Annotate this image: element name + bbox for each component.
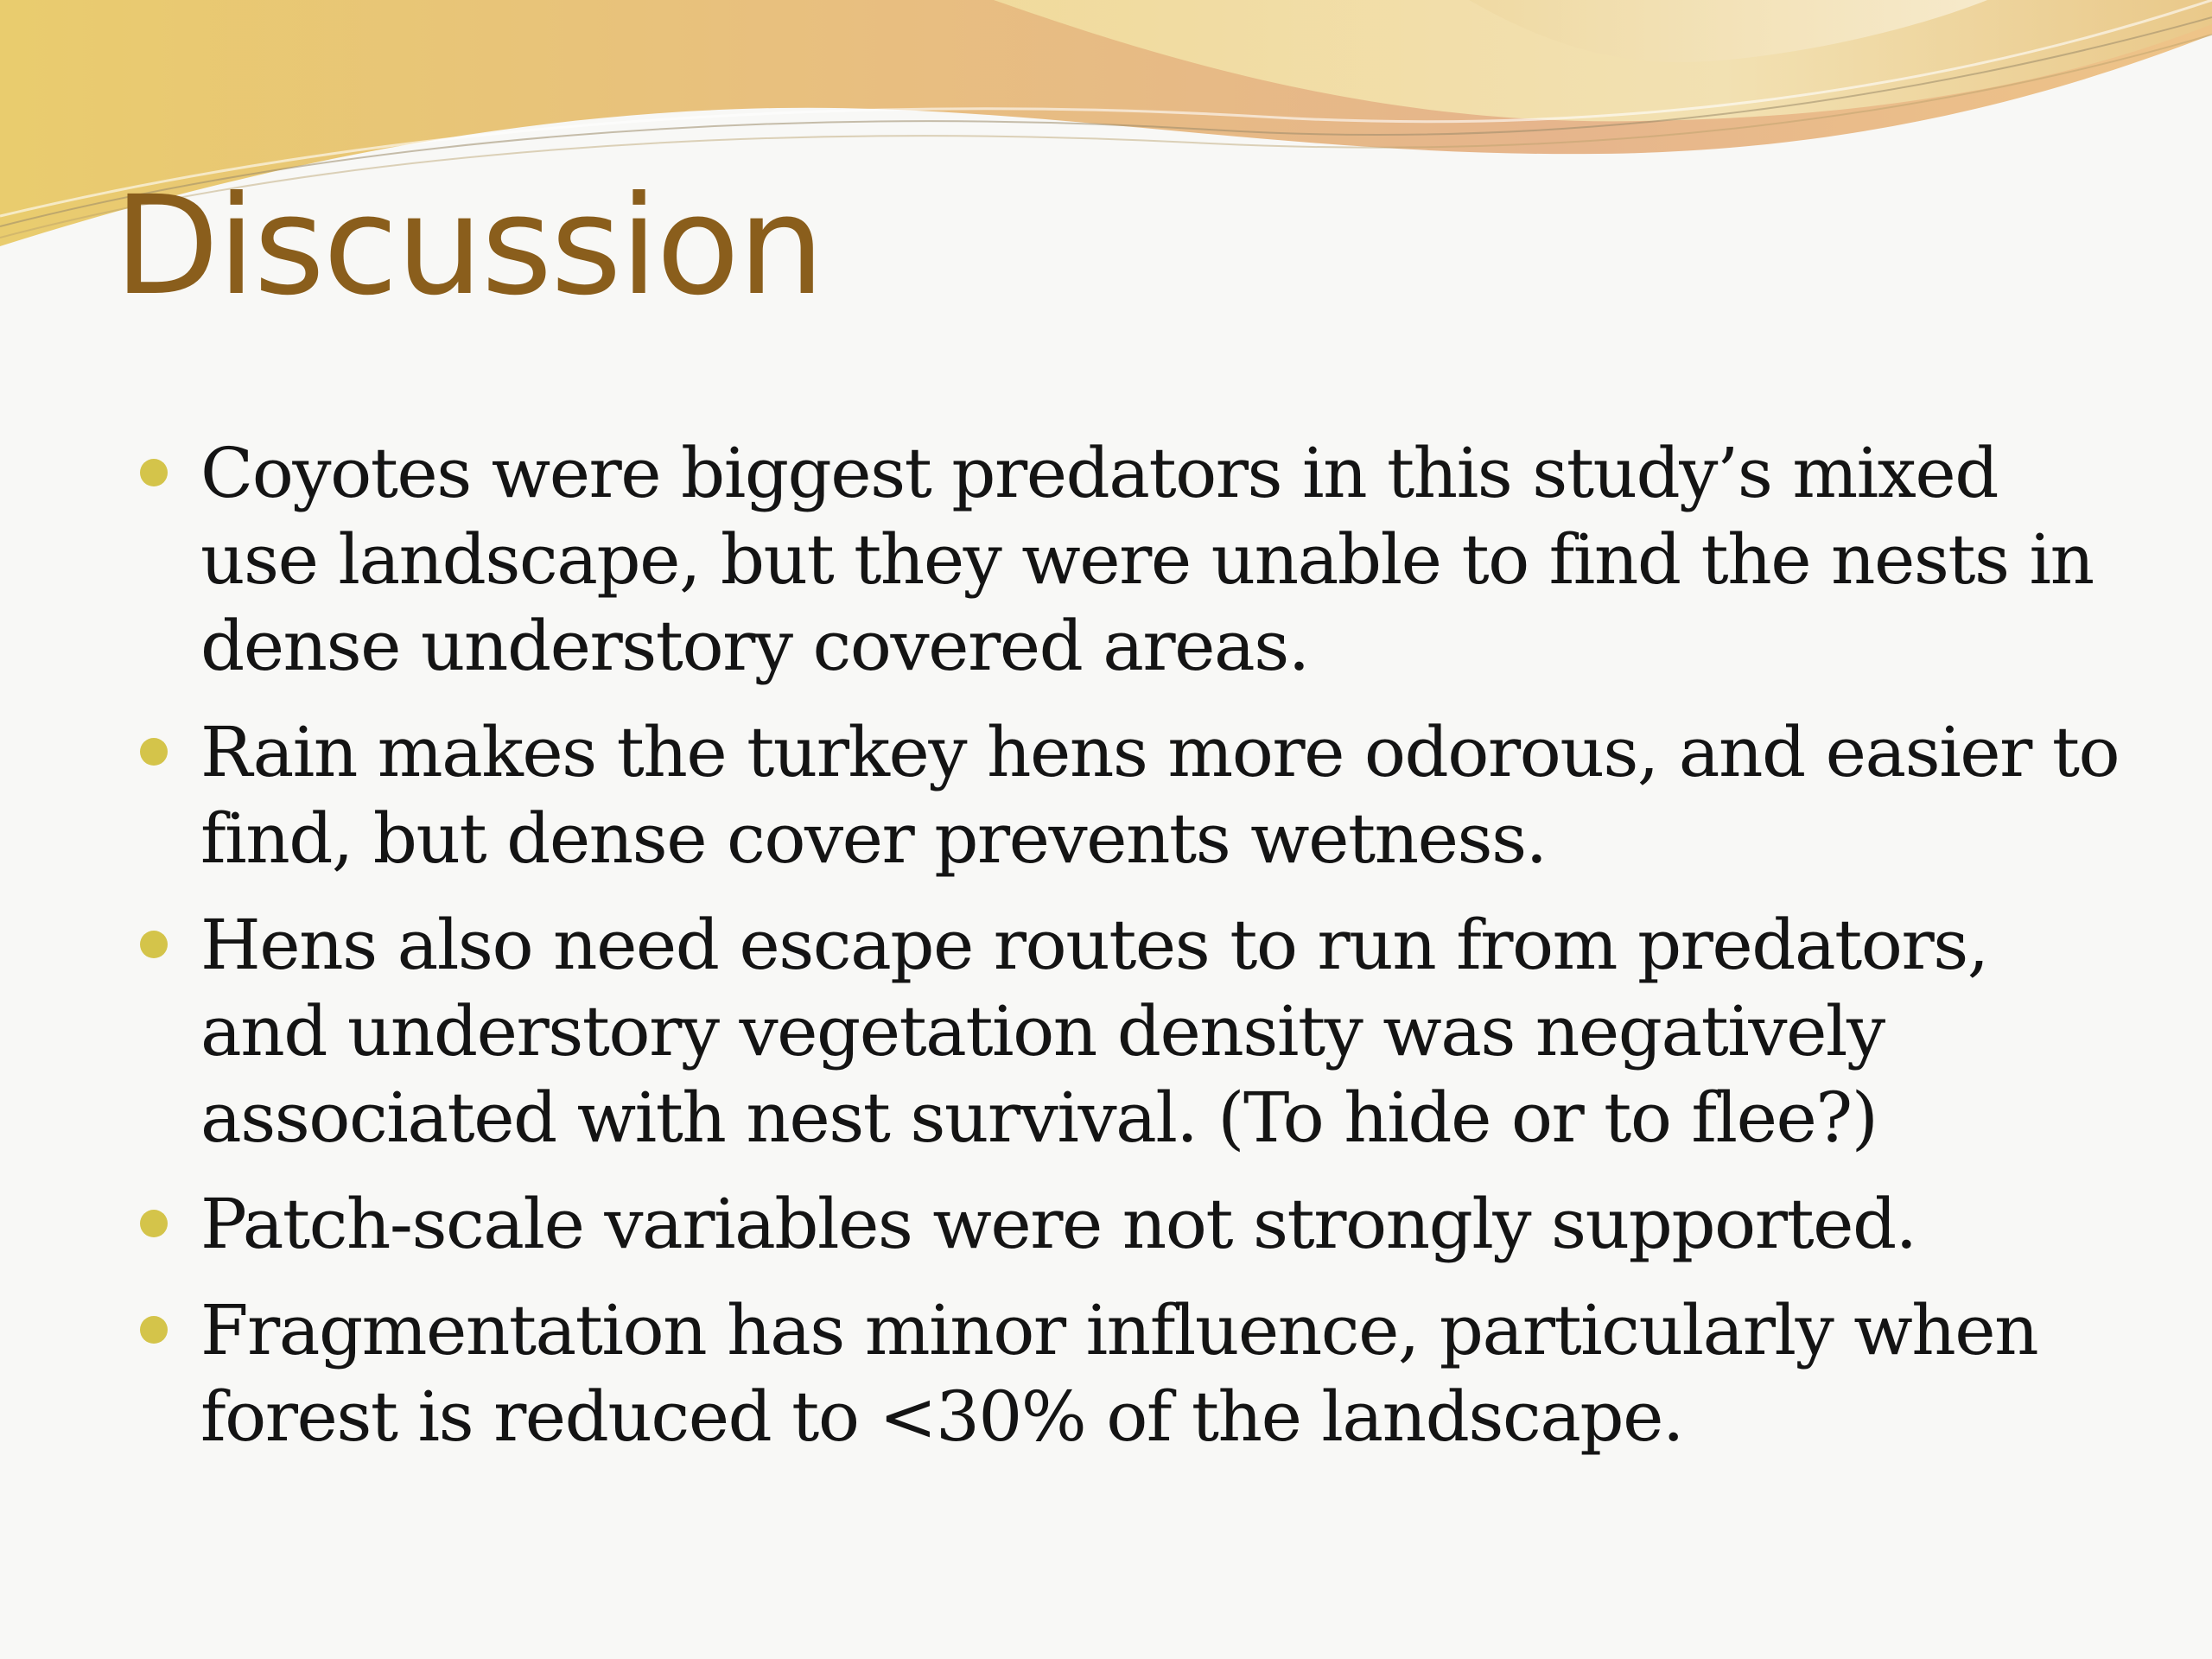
bullet-dot-icon [140,738,168,766]
bullet-text: Rain makes the turkey hens more odorous, and easier to find, but dense cover prevents wetness. [200,712,2120,879]
bullet-dot-icon [140,1210,168,1237]
bullet-item [138,1181,2126,1268]
bullet-dot-icon [140,1316,168,1344]
bullet-text: Patch-scale variables were not strongly supported. [200,1184,1916,1264]
bullet-item [138,430,2126,690]
bullet-dot-icon [140,459,168,486]
bullet-list [138,430,2126,1480]
bullet-item [138,1287,2126,1460]
bullet-text: Hens also need escape routes to run from predators, and understory vegetation density was negatively associated with nest survival. (To hide or to flee?) [200,905,1988,1158]
bullet-item [138,902,2126,1161]
bullet-text: Coyotes were biggest predators in this study’s mixed use landscape, but they were unable to find the nests in dense understory covered areas. [200,433,2094,686]
bullet-text: Fragmentation has minor influence, particularly when forest is reduced to <30% of the landscape. [200,1290,2038,1457]
slide-title: Discussion [114,167,823,326]
bullet-item [138,709,2126,882]
bullet-dot-icon [140,931,168,958]
